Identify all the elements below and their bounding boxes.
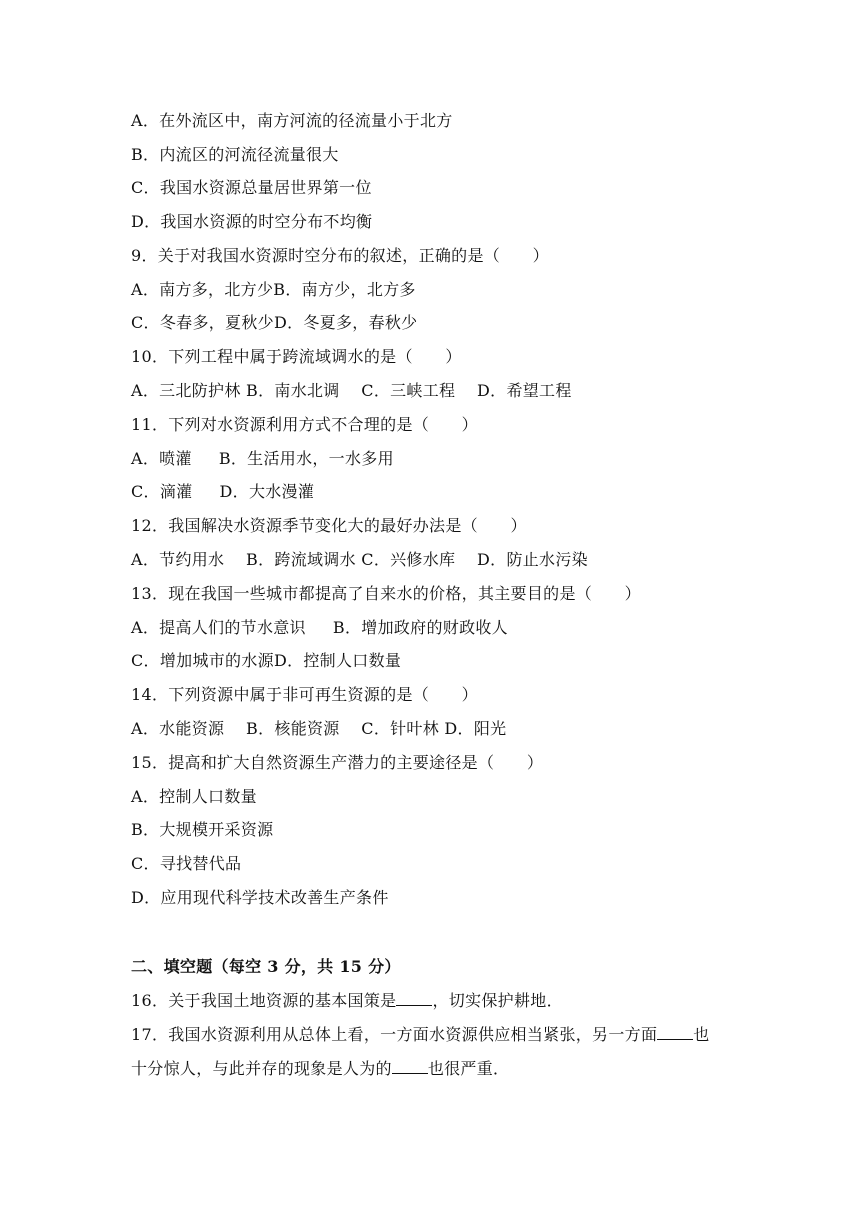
q9-options-cd: C．冬春多，夏秋少D．冬夏多，春秋少: [131, 313, 418, 332]
q8-option-d: D．我国水资源的时空分布不均衡: [131, 212, 373, 231]
q17-line2: [131, 1059, 509, 1079]
q15-option-c: C．寻找替代品: [131, 854, 242, 873]
q13-stem: 13．现在我国一些城市都提高了自来水的价格，其主要目的是（ ）: [131, 584, 641, 603]
q10-options: A．三北防护林 B．南水北调 C．三峡工程 D．希望工程: [131, 381, 572, 400]
q16-text: [131, 991, 563, 1011]
q17-line1: [131, 1025, 710, 1045]
q9-stem: 9．关于对我国水资源时空分布的叙述，正确的是（ ）: [131, 246, 549, 265]
q16-text-before: 16．关于我国土地资源的基本国策是: [131, 991, 397, 1010]
q15-option-b: B．大规模开采资源: [131, 820, 274, 839]
answer-blank: [396, 991, 432, 1006]
q15-option-d: D．应用现代科学技术改善生产条件: [131, 888, 389, 907]
q17-line1-after: 也: [693, 1025, 710, 1044]
q14-stem: 14．下列资源中属于非可再生资源的是（ ）: [131, 685, 478, 704]
q14-options: A．水能资源 B．核能资源 C．针叶林 D．阳光: [131, 719, 507, 738]
answer-blank: [657, 1025, 693, 1040]
q15-stem: 15．提高和扩大自然资源生产潜力的主要途径是（ ）: [131, 753, 544, 772]
q17-line2-after: 也很严重．: [427, 1059, 510, 1078]
q8-option-a: A．在外流区中，南方河流的径流量小于北方: [131, 111, 453, 130]
section-heading: 二、填空题（每空 3 分，共 15 分）: [131, 957, 401, 976]
q8-option-c: C．我国水资源总量居世界第一位: [131, 178, 372, 197]
q15-option-a: A．控制人口数量: [131, 787, 257, 806]
q12-options: A．节约用水 B．跨流域调水 C．兴修水库 D．防止水污染: [131, 550, 588, 569]
q8-option-b: B．内流区的河流径流量很大: [131, 145, 339, 164]
q17-line1-before: 17．我国水资源利用从总体上看，一方面水资源供应相当紧张，另一方面: [131, 1025, 658, 1044]
q17-line2-before: 十分惊人，与此并存的现象是人为的: [131, 1059, 392, 1078]
q13-options-ab: A．提高人们的节水意识 B．增加政府的财政收人: [131, 618, 508, 637]
q11-options-cd: C．滴灌 D．大水漫灌: [131, 482, 315, 501]
q13-options-cd: C．增加城市的水源D．控制人口数量: [131, 651, 402, 670]
answer-blank: [392, 1059, 428, 1074]
q9-options-ab: A．南方多，北方少B．南方少，北方多: [131, 280, 416, 299]
q10-stem: 10．下列工程中属于跨流域调水的是（ ）: [131, 347, 462, 366]
q11-stem: 11．下列对水资源利用方式不合理的是（ ）: [131, 415, 478, 434]
q11-options-ab: A．喷灌 B．生活用水，一水多用: [131, 449, 394, 468]
q12-stem: 12．我国解决水资源季节变化大的最好办法是（ ）: [131, 516, 527, 535]
q16-text-after: ，切实保护耕地．: [432, 991, 563, 1010]
